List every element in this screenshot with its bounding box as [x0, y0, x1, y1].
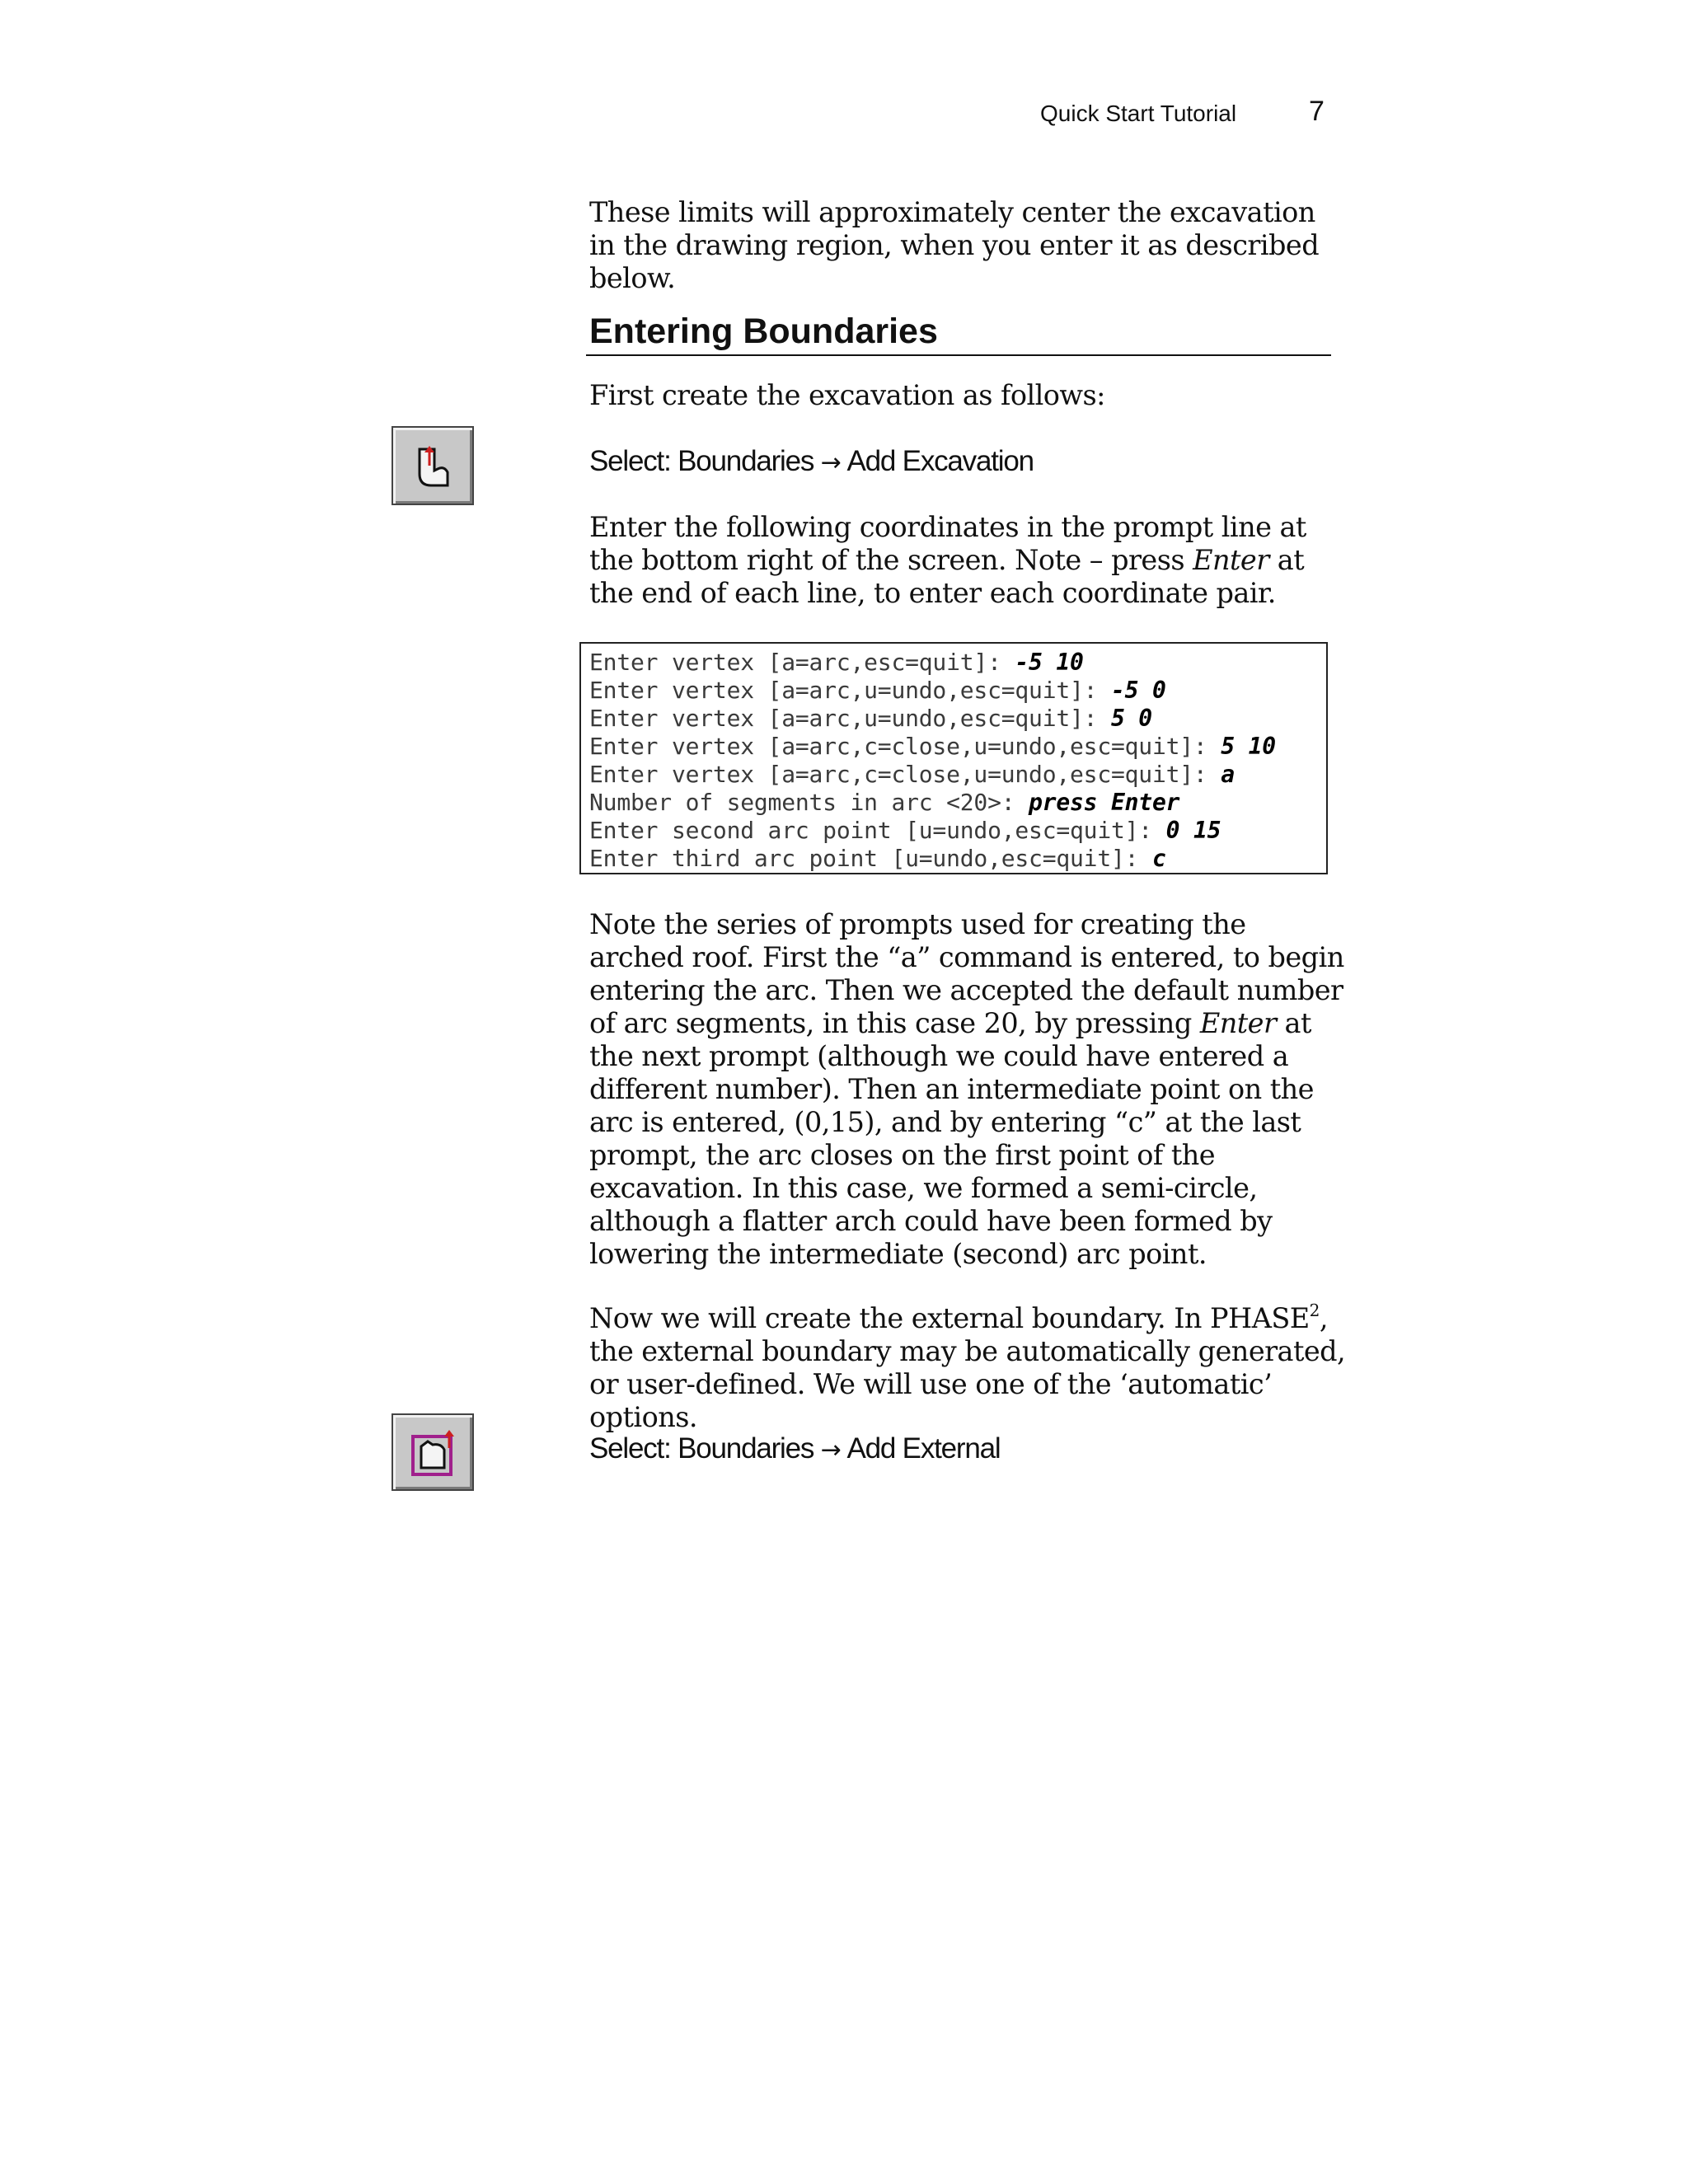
intro-paragraph: These limits will approximately center the excavation in the drawing region, when you enter it as described below. — [589, 196, 1320, 294]
menu-arrow-icon: → — [820, 448, 842, 477]
heading-rule — [586, 354, 1331, 356]
prompt-text: Enter vertex [a=arc,c=close,u=undo,esc=quit]: — [589, 733, 1221, 760]
prompt-answer: a — [1221, 761, 1235, 788]
select-item: Add Excavation — [846, 445, 1034, 477]
instructions-paragraph — [589, 511, 1348, 610]
external-text-1: Now we will create the external boundary. In PHASE — [589, 1302, 1310, 1334]
prompt-answer: -5 10 — [1015, 649, 1084, 676]
instructions-emphasis: Enter — [1193, 544, 1269, 576]
prompt-line — [589, 845, 1326, 873]
prompt-text: Enter vertex [a=arc,u=undo,esc=quit]: — [589, 677, 1111, 704]
select-add-excavation — [589, 445, 1034, 478]
prompt-line — [589, 649, 1326, 677]
external-text-2: , the external boundary may be automatically generated, or user-defined. We will use one of the ‘automatic’ options. — [589, 1302, 1346, 1433]
prompt-sequence-box — [579, 642, 1328, 874]
prompt-line — [589, 789, 1326, 817]
select-prefix: Select: Boundaries — [589, 1432, 814, 1465]
prompt-answer: 5 10 — [1221, 733, 1276, 760]
lead-paragraph: First create the excavation as follows: — [589, 379, 1105, 411]
note-paragraph — [589, 908, 1348, 1271]
prompt-text: Enter third arc point [u=undo,esc=quit]: — [589, 845, 1152, 872]
prompt-line — [589, 817, 1326, 845]
phase-superscript: 2 — [1309, 1300, 1320, 1320]
prompt-text: Enter second arc point [u=undo,esc=quit]: — [589, 817, 1166, 844]
prompt-text: Enter vertex [a=arc,u=undo,esc=quit]: — [589, 705, 1111, 732]
add-external-icon[interactable] — [392, 1413, 474, 1491]
select-prefix: Select: Boundaries — [589, 445, 814, 477]
note-text-2: at the next prompt (although we could have entered a different number). Then an intermediate point on the arc is entered, (0,15), and by entering “c” at the last prompt, the arc closes on the first point of the excavation. In this case, we formed a semi-circle, although a flatter arch could have been formed by lowering the intermediate (second) arc point. — [589, 1007, 1314, 1270]
prompt-text: Enter vertex [a=arc,c=close,u=undo,esc=quit]: — [589, 761, 1221, 788]
prompt-answer: c — [1151, 845, 1166, 872]
external-paragraph — [589, 1302, 1348, 1434]
note-text-1: Note the series of prompts used for creating the arched roof. First the “a” command is entered, to begin entering the arc. Then we accepted the default number of arc segments, in this case 20, by pressing — [589, 908, 1344, 1039]
select-add-external — [589, 1432, 1000, 1465]
prompt-line — [589, 677, 1326, 705]
add-excavation-icon[interactable] — [392, 426, 474, 505]
prompt-answer: 0 15 — [1165, 817, 1221, 844]
prompt-answer: 5 0 — [1110, 705, 1152, 732]
instructions-text-1: Enter the following coordinates in the prompt line at the bottom right of the screen. Note – press — [589, 511, 1306, 576]
instructions-text-2: at the end of each line, to enter each coordinate pair. — [589, 544, 1305, 609]
prompt-text: Enter vertex [a=arc,esc=quit]: — [589, 649, 1015, 676]
note-emphasis: Enter — [1199, 1007, 1277, 1039]
page-number: 7 — [1309, 96, 1325, 127]
prompt-text: Number of segments in arc <20>: — [589, 789, 1029, 816]
prompt-line — [589, 733, 1326, 761]
prompt-answer: press Enter — [1029, 789, 1180, 816]
excavation-glyph — [408, 441, 459, 492]
prompt-answer: -5 0 — [1110, 677, 1166, 704]
external-glyph — [408, 1428, 459, 1479]
select-item: Add External — [846, 1432, 1001, 1465]
prompt-line — [589, 761, 1326, 789]
running-header-title: Quick Start Tutorial — [1040, 101, 1237, 126]
menu-arrow-icon: → — [820, 1436, 842, 1465]
prompt-line — [589, 705, 1326, 733]
section-heading: Entering Boundaries — [589, 312, 938, 351]
